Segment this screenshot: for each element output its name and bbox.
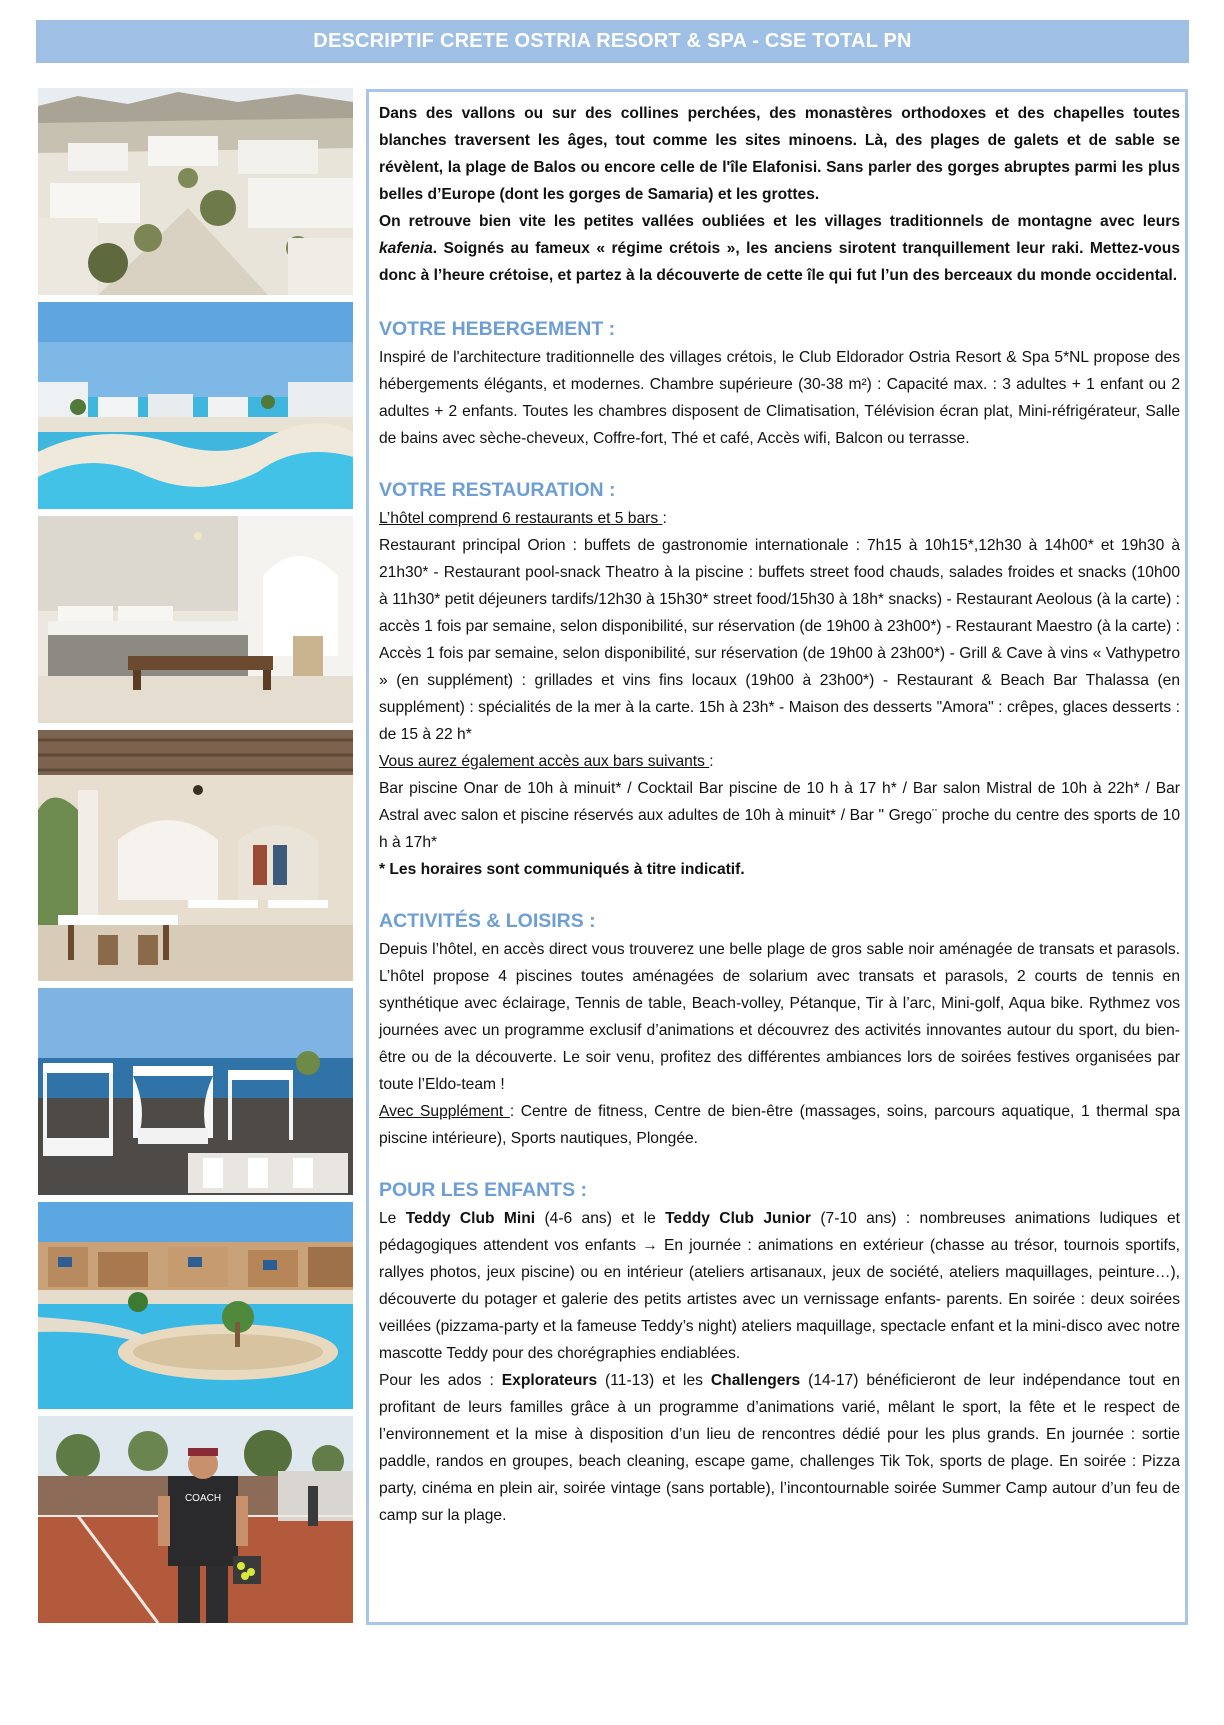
photo-pool-island: [38, 1202, 353, 1409]
supplement-text: Centre de fitness, Centre de bien-être (massages, soins, parcours aquatique, 1 thermal spa piscine intérieure), Sports nautiques, Plongée.: [379, 1103, 1180, 1147]
coach-shirt-text: COACH: [184, 1493, 222, 1504]
intro-paragraph-1: Dans des vallons ou sur des collines perchées, des monastères orthodoxes et des chapelles toutes blanches traversent les âges, tout comme les sites minoens. Là, des plages de galets et de sable se révèlent, la plage de Balos ou encore celle de l'île Elafonisi. Sans parler des gorges abruptes parmi les plus belles d’Europe (dont les gorges de Samaria) et les grottes.: [379, 105, 1180, 203]
teddy-club-junior: Teddy Club Junior: [665, 1210, 811, 1227]
restauration-heading: VOTRE RESTAURATION :: [379, 479, 616, 501]
ados-a3: (14-17) bénéficieront de leur indépendance tout en profitant de leurs familles grâce à un programme d’animations varié, mêlant le sport, la fête et le respect de l’environnement et la mise à disposition d’un lieu de rencontres dédié pour les plus grands. En journée : sortie paddle, randos en groupes, beach cleaning, escape game, challenges Tik Tok, sports de plage. En soirée : Pizza party, cinéma en plein air, soirée vintage (sans portable), l’incontournable soirée Summer Camp autour d’un feu de camp sur la plage.: [379, 1372, 1180, 1524]
photo-lagoon-pool: [38, 302, 353, 509]
enfants-heading: POUR LES ENFANTS :: [379, 1179, 588, 1201]
restauration-text-2: Bar piscine Onar de 10h à minuit* / Cocktail Bar piscine de 10 h à 17 h* / Bar salon Mistral de 10h à 22h* / Bar Astral avec salon et piscine réservés aux adultes de 10h à minuit* / Bar " Grego¨ proche du centre des sports de 10 h à 17h*: [379, 780, 1180, 851]
challengers-label: Challengers: [710, 1372, 801, 1389]
explorateurs-label: Explorateurs: [501, 1372, 598, 1389]
enfants-t1: Le: [379, 1210, 406, 1227]
restaurants-count-colon: :: [662, 510, 667, 527]
supplement-colon: :: [509, 1103, 515, 1120]
ados-a2: (11-13) et les: [597, 1372, 711, 1389]
hebergement-text: Inspiré de l'architecture traditionnelle des villages crétois, le Club Eldorador Ostria Resort & Spa 5*NL propose des hébergements élégants, et modernes. Chambre supérieure (30-38 m²) : Capacité max. : 3 adultes + 1 enfant ou 2 adultes + 2 enfants. Toutes les chambres disposent de Climatisation, Télévision écran plat, Mini-réfrigérateur, Salle de bains avec sèche-cheveux, Coffre-fort, Thé et café, Accès wifi, Balcon ou terrasse.: [379, 349, 1180, 447]
restauration-note: * Les horaires sont communiqués à titre indicatif.: [379, 861, 745, 878]
description-content: [379, 100, 1180, 1529]
activites-supplement: [379, 1098, 1180, 1152]
intro-p2-end: . Soignés au fameux « régime crétois », les anciens sirotent tranquillement leur raki. Mettez-vous donc à l’heure crétoise, et partez à la découverte de cette île qui fut l’un des berceaux du monde occidental.: [379, 240, 1180, 284]
description-box: [366, 89, 1188, 1625]
enfants-t2: (4-6 ans) et le: [535, 1210, 666, 1227]
activites-text: Depuis l’hôtel, en accès direct vous trouverez une belle plage de gros sable noir aménagée de transats et parasols. L’hôtel propose 4 piscines toutes aménagées de solarium avec transats et parasols, 2 courts de tennis en synthétique avec éclairage, Tennis de table, Beach-volley, Pétanque, Tir à l’arc, Mini-golf, Aqua bike. Rythmez vos journées avec un programme exclusif d’animations et découvrez des activités innovantes autour du sport, du bien-être ou de la découverte. Le soir venu, profitez des différentes ambiances lors de soirées festives organisées par toute l’Eldo-team !: [379, 941, 1180, 1093]
intro-paragraph-2: [379, 208, 1180, 289]
restauration-subtitle-2: [379, 748, 1180, 775]
bars-colon: :: [709, 753, 714, 770]
ados-a1: Pour les ados :: [379, 1372, 502, 1389]
restauration-text-1: Restaurant principal Orion : buffets de gastronomie internationale : 7h15 à 10h15*,12h30 à 14h00* et 19h30 à 21h30* - Restaurant pool-snack Theatro à la piscine : buffets street food chauds, salades froides et snacks (10h00 à 11h30* petit déjeuners tardifs/12h30 à 15h30* street food/15h30 à 18h* snacks) - Restaurant Aeolous (à la carte) : accès 1 fois par semaine, selon disponibilité, sur réservation (de 19h00 à 23h00*) - Restaurant Maestro (à la carte) : Accès 1 fois par semaine, selon disponibilité, sur réservation (de 19h00 à 23h00*) - Grill & Cave à vins « Vathypetro » (en supplément) : grillades et vins fins locaux (19h00 à 23h00*) - Restaurant & Beach Bar Thalassa (en supplément) : spécialités de la mer à la carte. 15h à 23h* - Maison des desserts "Amora" : crêpes, glaces desserts : de 15 à 22 h*: [379, 537, 1180, 743]
photo-tennis-coach: [38, 1416, 353, 1623]
enfants-text-2: [379, 1367, 1180, 1529]
photo-village-view: [38, 88, 353, 295]
page-title: DESCRIPTIF CRETE OSTRIA RESORT & SPA - CSE TOTAL PN: [313, 30, 912, 52]
photo-restaurant: [38, 730, 353, 981]
page-header: [36, 20, 1189, 63]
photo-beach-cabanas: [38, 988, 353, 1195]
enfants-t3: (7-10 ans) : nombreuses animations ludiques et pédagogiques attendent vos enfants → En journée : animations en extérieur (chasse au trésor, tournois sportifs, rallyes photos, jeux piscine) ou en intérieur (ateliers artisanaux, jeux de société, ateliers maquillages, peinture…), découverte du potager et galerie des petits artistes avec un vernissage enfants- parents. En soirée : deux soirées veillées (pizzama-party et la fameuse Teddy’s night) ateliers maquillage, spectacle enfant et la mini-disco avec notre mascotte Teddy pour des chorégraphies endiablées.: [379, 1210, 1180, 1362]
hebergement-heading: VOTRE HEBERGEMENT :: [379, 318, 616, 340]
restauration-subtitle-1: [379, 505, 1180, 532]
enfants-text-1: [379, 1205, 1180, 1367]
activites-heading: ACTIVITÉS & LOISIRS :: [379, 910, 596, 932]
teddy-club-mini: Teddy Club Mini: [405, 1210, 536, 1227]
photo-bedroom: [38, 516, 353, 723]
restaurants-count-label: L’hôtel comprend 6 restaurants et 5 bars: [379, 510, 663, 527]
intro-p2-start: On retrouve bien vite les petites vallées oubliées et les villages traditionnels de montagne avec leurs: [379, 213, 1180, 230]
intro-p2-italic: kafenia: [379, 240, 433, 257]
supplement-label: Avec Supplément: [379, 1103, 510, 1120]
bars-label: Vous aurez également accès aux bars suivants: [379, 753, 710, 770]
